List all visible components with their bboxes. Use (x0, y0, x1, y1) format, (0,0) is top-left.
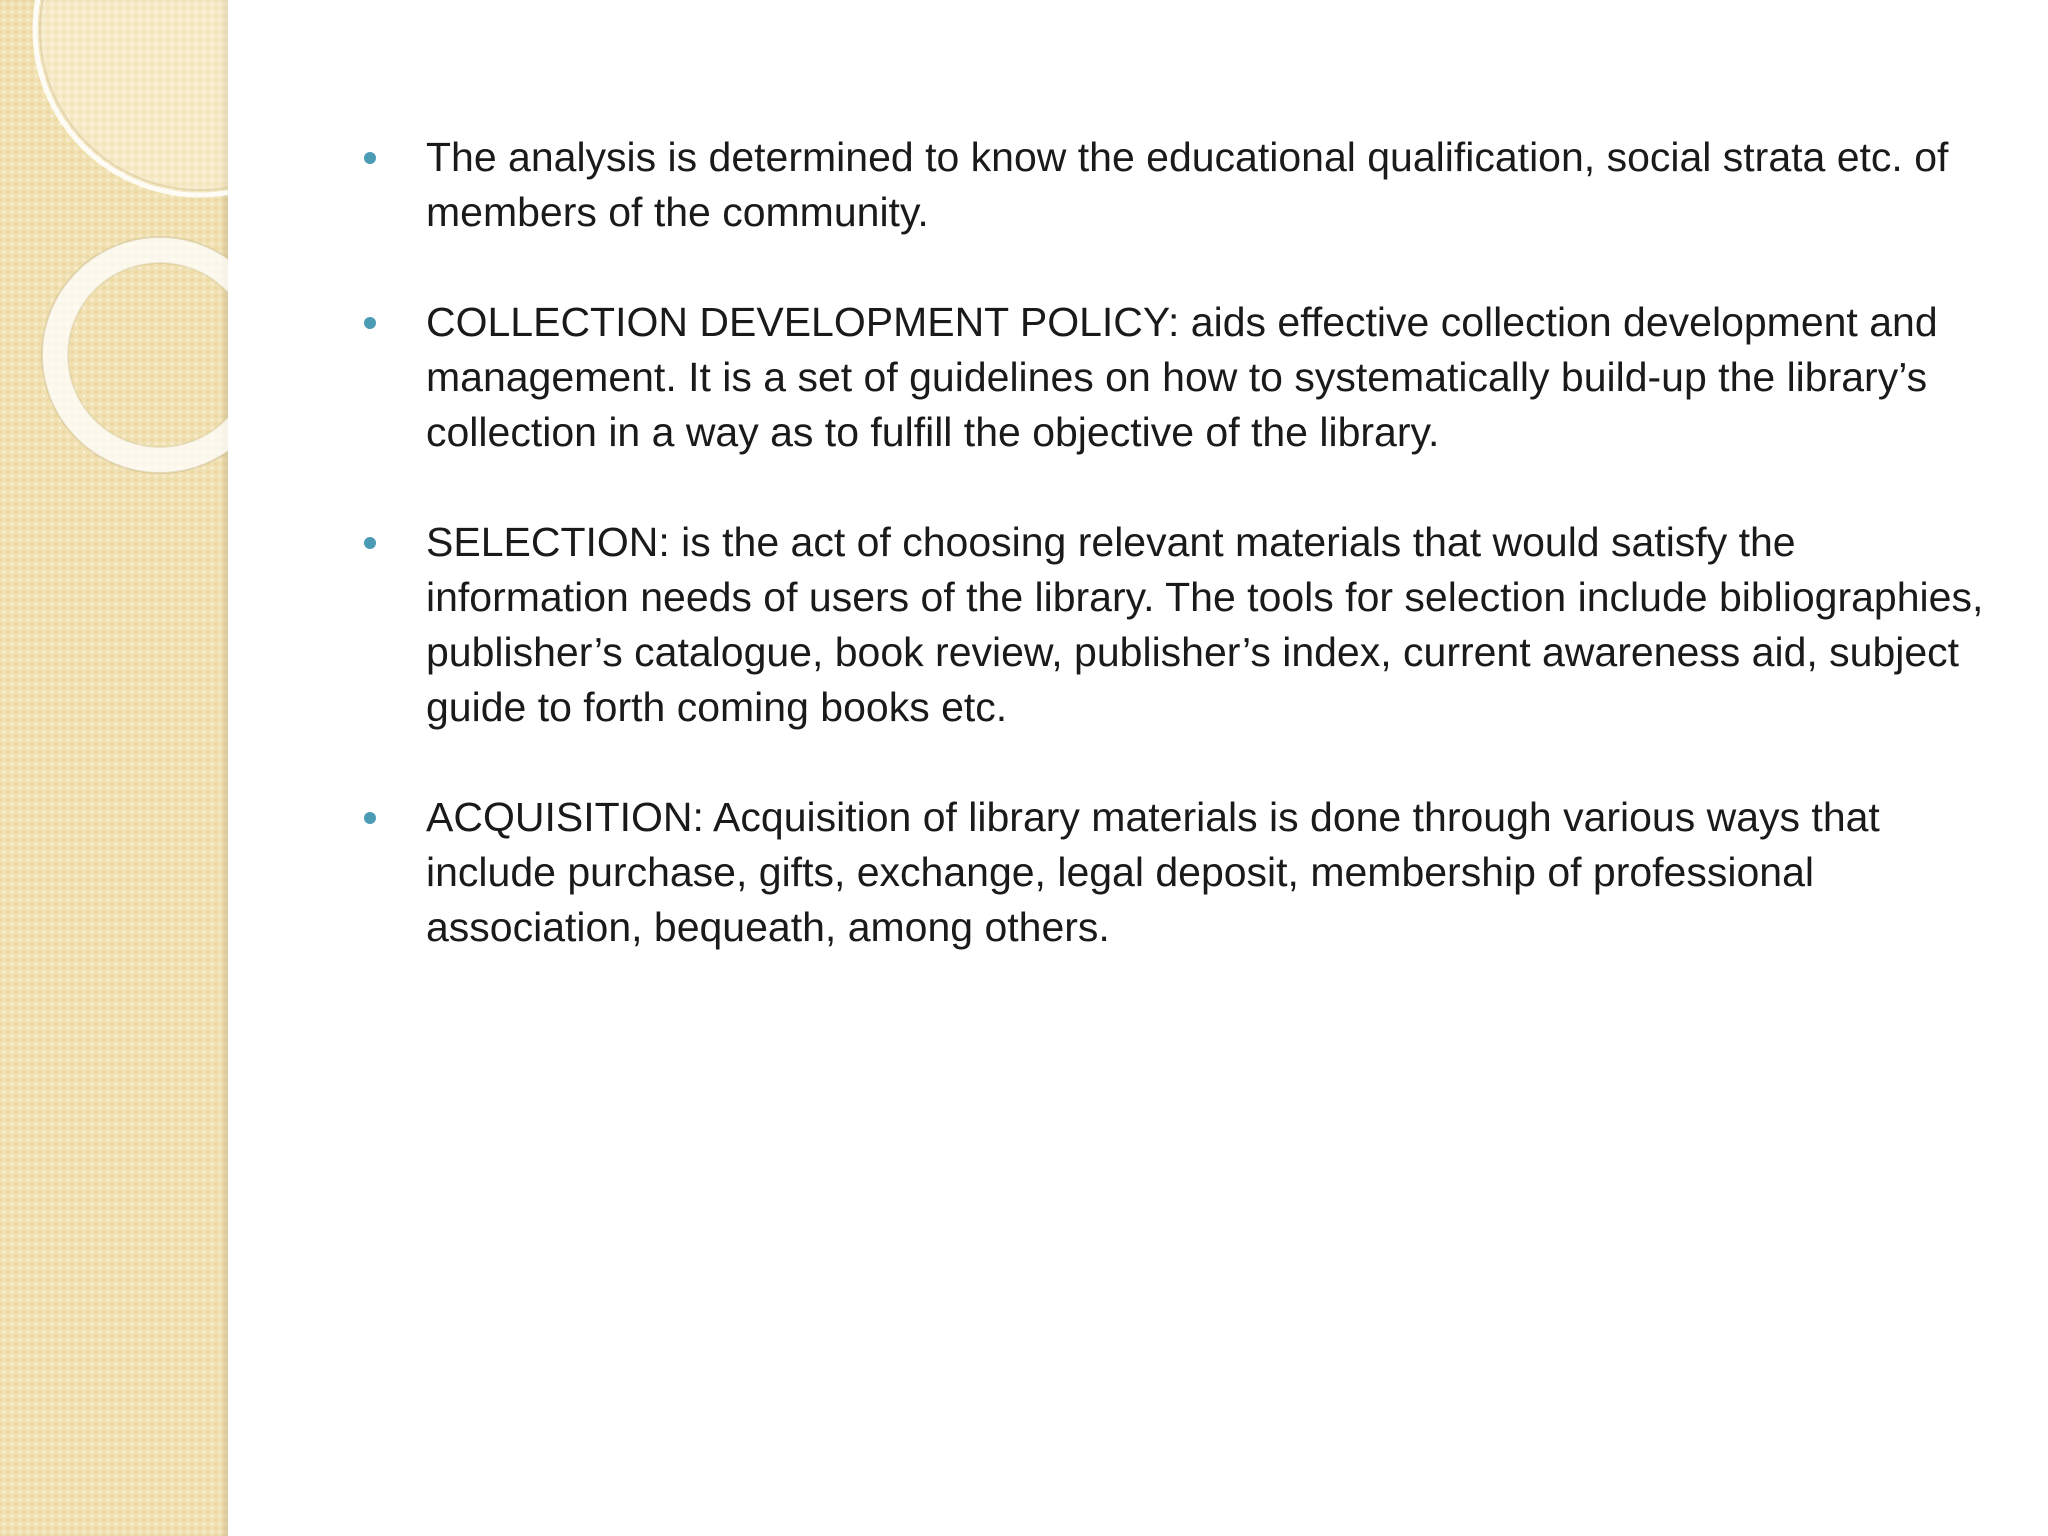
bullet-list (360, 130, 2000, 955)
large-ring-fill (35, 0, 228, 195)
decorative-rings-graphic (0, 0, 228, 520)
bullet-item-collection-development-policy (360, 295, 2000, 460)
small-ring (55, 250, 228, 460)
bullet-text: SELECTION: is the act of choosing relevant materials that would satisfy the information needs of users of the library. The tools for selection include bibliographies, publisher’s catalogue, book review, publisher’s index, current awareness aid, subject guide to forth coming books etc. (426, 519, 1984, 730)
slide-content (360, 130, 2000, 1010)
bullet-dot-icon (364, 317, 376, 329)
decorative-side-panel (0, 0, 228, 1536)
bullet-text: COLLECTION DEVELOPMENT POLICY: aids effective collection development and management. It is a set of guidelines on how to systematically build-up the library’s collection in a way as to fulfill the objective of the library. (426, 299, 1938, 455)
bullet-text: ACQUISITION: Acquisition of library materials is done through various ways that include purchase, gifts, exchange, legal deposit, membership of professional association, bequeath, among others. (426, 794, 1880, 950)
bullet-dot-icon (364, 537, 376, 549)
bullet-item-analysis (360, 130, 2000, 240)
bullet-item-acquisition (360, 790, 2000, 955)
bullet-dot-icon (364, 152, 376, 164)
bullet-text: The analysis is determined to know the educational qualification, social strata etc. of members of the community. (426, 134, 1949, 235)
bullet-dot-icon (364, 812, 376, 824)
bullet-item-selection (360, 515, 2000, 735)
